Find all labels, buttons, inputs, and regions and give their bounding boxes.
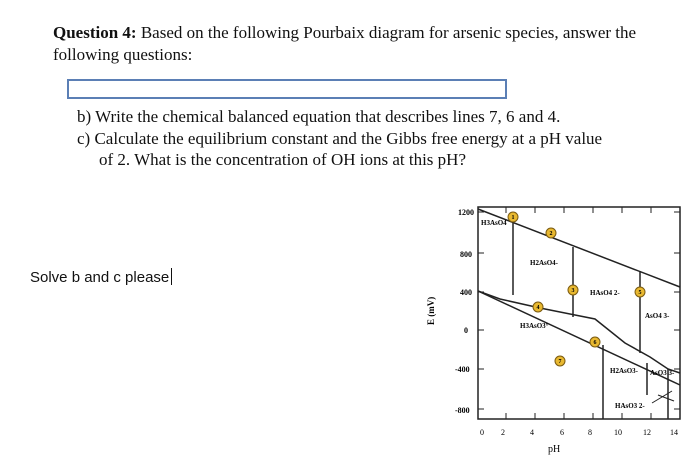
marker-6-label: 6 [593, 340, 597, 346]
marker-1-label: 1 [511, 215, 515, 221]
xtick-10: 10 [614, 428, 622, 437]
marker-7-label: 7 [558, 359, 562, 365]
ytick-400: 400 [460, 288, 472, 297]
ytick-1200: 1200 [458, 208, 474, 217]
oxygen-line [478, 209, 680, 287]
y-axis-label: E (mV) [426, 296, 436, 325]
marker-4-label: 4 [536, 305, 540, 311]
x-tick-marks [506, 207, 651, 419]
marker-5-label: 5 [638, 290, 642, 296]
question-heading [53, 22, 673, 66]
species-haso4: HAsO4 2- [590, 289, 620, 297]
species-aso3: AsO3 3- [650, 369, 675, 377]
question-number: Question 4: [53, 23, 137, 42]
small-arrow-line [652, 391, 672, 403]
arsenate-arsenite-boundary [478, 291, 680, 373]
answer-input-box[interactable] [67, 79, 507, 99]
comment-text: Solve b and c please [30, 269, 170, 286]
xtick-4: 4 [530, 428, 534, 437]
y-tick-marks [478, 212, 680, 409]
question-text: Based on the following Pourbaix diagram for arsenic species, answer the following questions: [53, 23, 637, 64]
xtick-2: 2 [501, 428, 505, 437]
species-haso3: HAsO3 2- [615, 402, 645, 410]
question-part-c [77, 128, 677, 170]
ytick-minus800: -800 [455, 406, 470, 415]
x-tick-labels [480, 428, 678, 437]
question-part-b: b) Write the chemical balanced equation that describes lines 7, 6 and 4. [77, 107, 561, 126]
species-h2aso3: H2AsO3- [610, 367, 638, 375]
xtick-12: 12 [643, 428, 651, 437]
part-c-line2: of 2. What is the concentration of OH ions at this pH? [99, 150, 466, 169]
part-c-line1: c) Calculate the equilibrium constant and the Gibbs free energy at a pH value [77, 129, 603, 148]
x-axis-label: pH [548, 444, 561, 455]
ytick-minus400: -400 [455, 365, 470, 374]
species-h3aso4: H3AsO4 [481, 219, 507, 227]
marker-3-label: 3 [571, 288, 575, 294]
pourbaix-diagram [420, 195, 690, 457]
xtick-6: 6 [560, 428, 564, 437]
ytick-0: 0 [464, 326, 468, 335]
species-h3aso3: H3AsO3° [520, 322, 549, 330]
ytick-800: 800 [460, 250, 472, 259]
text-cursor [171, 268, 172, 285]
xtick-14: 14 [670, 428, 678, 437]
marker-2-label: 2 [549, 231, 553, 237]
xtick-0: 0 [480, 428, 484, 437]
xtick-8: 8 [588, 428, 592, 437]
user-comment-input[interactable] [30, 268, 172, 286]
species-h2aso4: H2AsO4- [530, 259, 558, 267]
species-aso4: AsO4 3- [645, 312, 670, 320]
